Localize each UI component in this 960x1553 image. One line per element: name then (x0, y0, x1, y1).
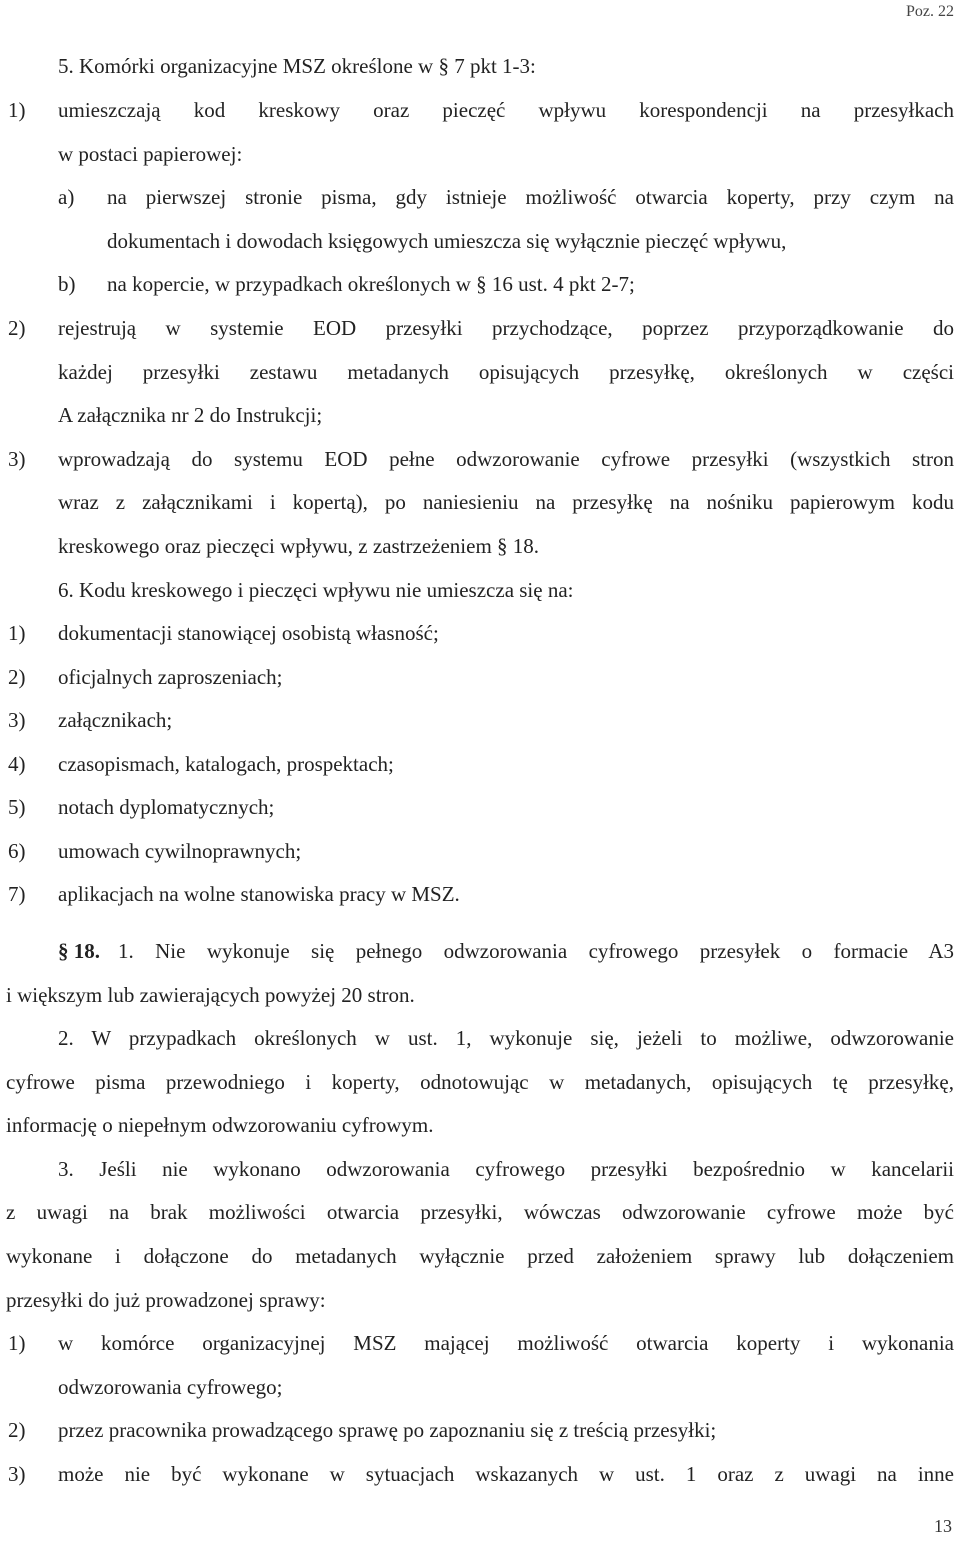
item-number: 7) (8, 882, 26, 906)
section-18-text: i większym lub zawierających powyżej 20 stron. (6, 983, 415, 1007)
item-text: każdej przesyłki zestawu metadanych opisujących przesyłkę, określonych w części (58, 360, 954, 384)
item-number: 3) (8, 1462, 26, 1486)
item-text: może nie być wykonane w sytuacjach wskazanych w ust. 1 oraz z uwagi na inne (58, 1462, 954, 1486)
item-text: przez pracownika prowadzącego sprawę po zapoznaniu się z treścią przesyłki; (58, 1418, 717, 1442)
item-text: umieszczają kod kreskowy oraz pieczęć wpływu korespondencji na przesyłkach (58, 98, 954, 122)
paragraph-6-intro: 6. Kodu kreskowego i pieczęci wpływu nie umieszcza się na: (58, 578, 574, 602)
item-number: 5) (8, 795, 26, 819)
section-18-text: z uwagi na brak możliwości otwarcia przesyłki, wówczas odwzorowanie cyfrowe może być (6, 1200, 954, 1224)
item-text: kreskowego oraz pieczęci wpływu, z zastrzeżeniem § 18. (58, 534, 540, 558)
item-text: wraz z załącznikami i kopertą), po naniesieniu na przesyłkę na nośniku papierowym kodu (58, 490, 954, 514)
item-number: 6) (8, 839, 26, 863)
item-text: dokumentacji stanowiącej osobistą własność; (58, 621, 439, 645)
item-number: 1) (8, 621, 26, 645)
item-text: A załącznika nr 2 do Instrukcji; (58, 403, 323, 427)
item-text: notach dyplomatycznych; (58, 795, 275, 819)
section-18-heading: § 18. (58, 939, 100, 963)
section-18-text: informację o niepełnym odwzorowaniu cyfrowym. (6, 1113, 434, 1137)
section-18-text: 1. Nie wykonuje się pełnego odwzorowania cyfrowego przesyłek o formacie A3 (118, 939, 954, 963)
item-number: 1) (8, 98, 26, 122)
subitem-text: na kopercie, w przypadkach określonych w § 16 ust. 4 pkt 2-7; (107, 272, 635, 296)
item-number: 2) (8, 316, 26, 340)
item-text: oficjalnych zaproszeniach; (58, 665, 283, 689)
section-18-text: przesyłki do już prowadzonej sprawy: (6, 1288, 326, 1312)
page-number: 13 (934, 1516, 952, 1536)
item-text: w komórce organizacyjnej MSZ mającej możliwość otwarcia koperty i wykonania (58, 1331, 954, 1355)
subitem-text: dokumentach i dowodach księgowych umieszcza się wyłącznie pieczęć wpływu, (107, 229, 787, 253)
section-18-text: wykonane i dołączone do metadanych wyłącznie przed założeniem sprawy lub dołączeniem (6, 1244, 954, 1268)
item-number: 2) (8, 665, 26, 689)
item-text: załącznikach; (58, 708, 173, 732)
item-number: 3) (8, 708, 26, 732)
item-text: umowach cywilnoprawnych; (58, 839, 302, 863)
item-text: wprowadzają do systemu EOD pełne odwzorowanie cyfrowe przesyłki (wszystkich stron (58, 447, 954, 471)
paragraph-5-intro: 5. Komórki organizacyjne MSZ określone w § 7 pkt 1-3: (58, 54, 536, 78)
position-number: Poz. 22 (906, 3, 954, 20)
subitem-letter: a) (58, 185, 75, 209)
item-text: rejestrują w systemie EOD przesyłki przychodzące, poprzez przyporządkowanie do (58, 316, 954, 340)
item-text: w postaci papierowej: (58, 142, 243, 166)
item-number: 4) (8, 752, 26, 776)
item-number: 1) (8, 1331, 26, 1355)
item-number: 2) (8, 1418, 26, 1442)
section-18-text: 3. Jeśli nie wykonano odwzorowania cyfrowego przesyłki bezpośrednio w kancelarii (58, 1157, 954, 1181)
item-number: 3) (8, 447, 26, 471)
item-text: odwzorowania cyfrowego; (58, 1375, 283, 1399)
section-18-text: cyfrowe pisma przewodniego i koperty, odnotowując w metadanych, opisujących tę przesyłkę, (6, 1070, 954, 1094)
item-text: aplikacjach na wolne stanowiska pracy w MSZ. (58, 882, 460, 906)
section-18-text: 2. W przypadkach określonych w ust. 1, wykonuje się, jeżeli to możliwe, odwzorowanie (58, 1026, 954, 1050)
subitem-text: na pierwszej stronie pisma, gdy istnieje możliwość otwarcia koperty, przy czym na (107, 185, 954, 209)
subitem-letter: b) (58, 272, 76, 296)
item-text: czasopismach, katalogach, prospektach; (58, 752, 394, 776)
